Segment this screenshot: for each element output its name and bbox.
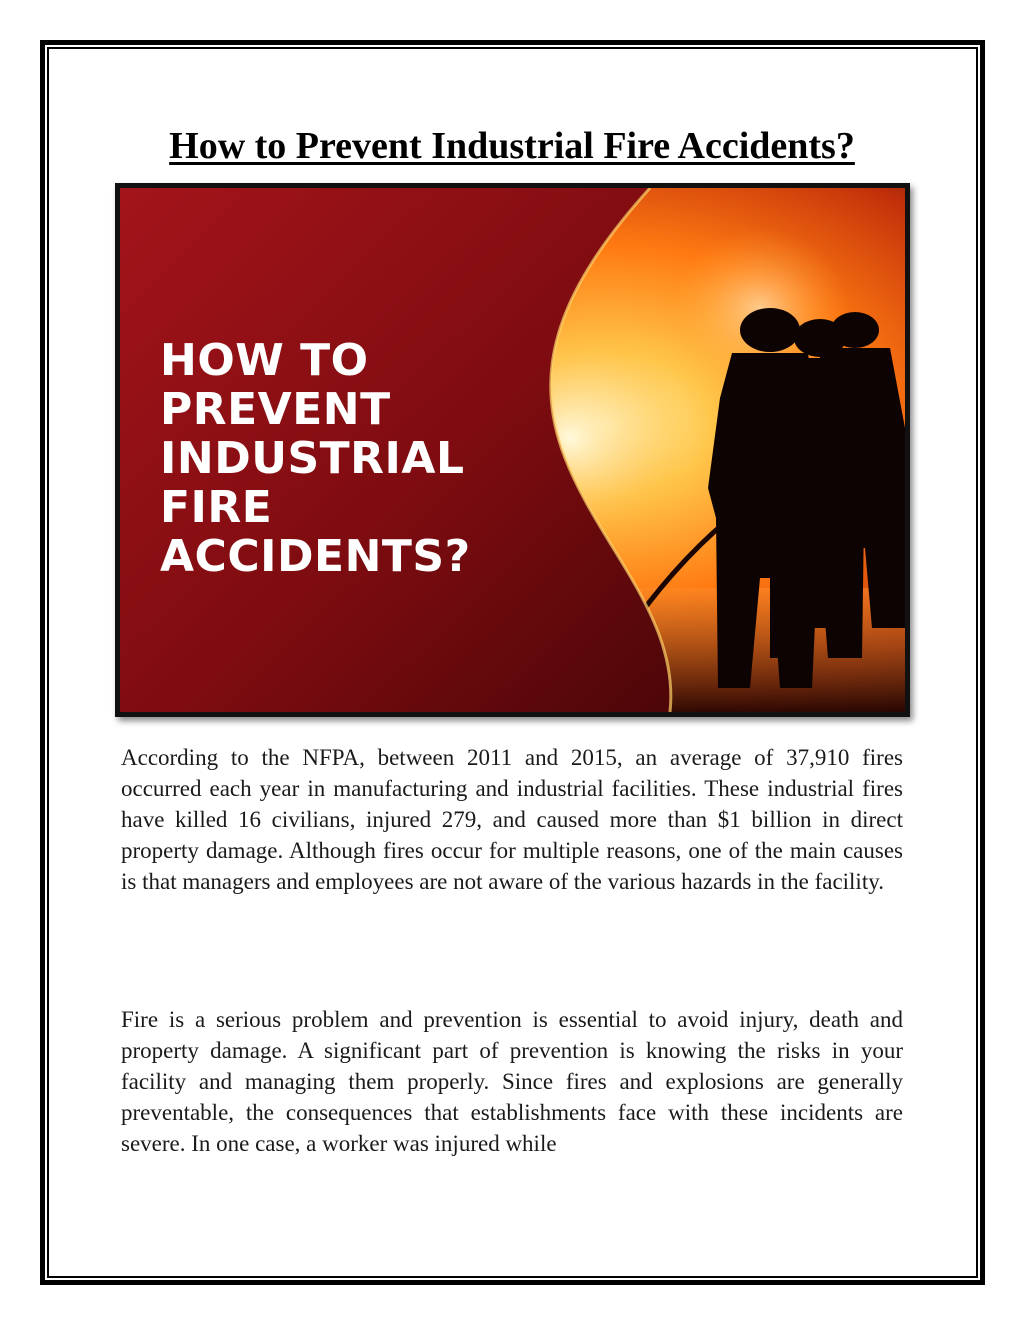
paragraph-2: Fire is a serious problem and prevention is essential to avoid injury, death and property damage. A significant part of prevention is knowing the risks in your facility and managing them properly. Since fires and explosions are generally preventable, the consequences that establishments face with these incidents are severe. In one case, a worker was injured while xyxy=(121,1007,903,1156)
hero-image xyxy=(115,183,910,717)
hero-headline: HOW TO PREVENT INDUSTRIAL FIRE ACCIDENTS? xyxy=(160,335,471,582)
page-title: How to Prevent Industrial Fire Accidents? xyxy=(169,125,855,167)
paragraph-1: According to the NFPA, between 2011 and 2015, an average of 37,910 fires occurred each year in manufacturing and industrial facilities. These industrial fires have killed 16 civilians, injured 279, and caused more than $1 billion in direct property damage. Although fires occur for multiple reasons, one of the main causes is that managers and employees are not aware of the various hazards in the facility. xyxy=(121,745,903,894)
